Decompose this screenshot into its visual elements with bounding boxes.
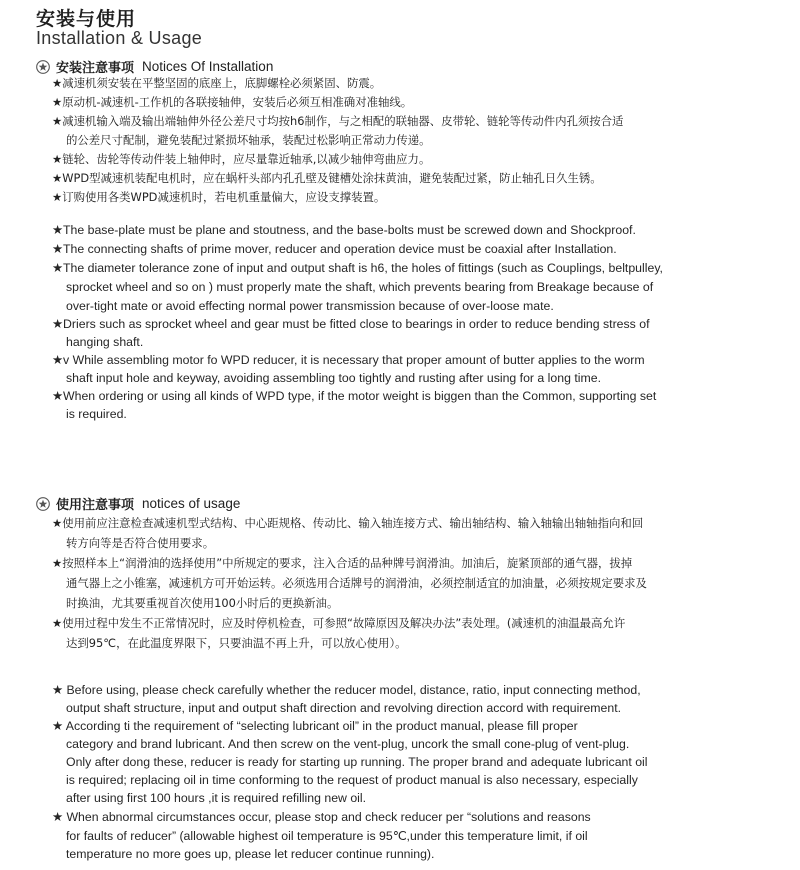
text-line: for faults of reducer” (allowable highest oil temperature is 95℃,under this temperature limit, if oil — [66, 829, 588, 843]
flower-bullet-icon — [36, 60, 50, 74]
text-line: shaft input hole and keyway, avoiding assembling too tightly and rusting after using for a long time. — [66, 371, 601, 385]
text-line: ★Driers such as sprocket wheel and gear must be fitted close to bearings in order to reduce bending stress of — [52, 317, 650, 331]
text-line: ★使用前应注意检查减速机型式结构、中心距规格、传动比、输入轴连接方式、输出轴结构、输入轴输出轴轴指向和回 — [52, 516, 644, 530]
text-line: over-tight mate or avoid effecting normal power transmission because of over-loose mate. — [66, 299, 554, 313]
text-line: output shaft structure, input and output shaft direction and revolving direction accord with requirement. — [66, 701, 622, 715]
installation-heading-cn: 安装注意事项 — [56, 61, 135, 76]
text-line: ★WPD型减速机装配电机时，应在蜗杆头部内孔孔壁及键槽处涂抹黄油，避免装配过紧，防止轴孔日久生锈。 — [52, 171, 602, 185]
text-line: category and brand lubricant. And then screw on the vent-plug, uncork the small cone-plug of vent-plug. — [66, 737, 630, 751]
text-line: hanging shaft. — [66, 335, 144, 349]
text-line: 达到95℃，在此温度界限下，只要油温不再上升，可以放心使用）。 — [66, 636, 407, 650]
text-line: ★减速机输入端及输出端轴伸外径公差尺寸均按h6制作，与之相配的联轴器、皮带轮、链轮等传动件内孔须按合适 — [52, 114, 624, 128]
text-line: ★ When abnormal circumstances occur, please stop and check reducer per “solutions and reasons — [52, 810, 591, 824]
usage-heading-cn: 使用注意事项 — [56, 498, 135, 513]
usage-heading-en: notices of usage — [142, 496, 241, 511]
text-line: ★When ordering or using all kinds of WPD type, if the motor weight is biggen than the Common, supporting set — [52, 389, 657, 403]
text-line: ★减速机须安装在平整坚固的底座上，底脚螺栓必须紧固、防震。 — [52, 76, 382, 90]
page-title-en: Installation & Usage — [36, 28, 203, 48]
text-line: ★使用过程中发生不正常情况时，应及时停机检查，可参照“故障原因及解决办法”表处理。(减速机的油温最高允许 — [52, 616, 626, 630]
text-line: 的公差尺寸配制，避免装配过紧损坏轴承，装配过松影响正常动力传递。 — [66, 133, 431, 147]
text-line: ★v While assembling motor fo WPD reducer, it is necessary that proper amount of butter applies to the worm — [52, 353, 645, 367]
text-line: ★链轮、齿轮等传动件装上轴伸时，应尽量靠近轴承,以减少轴伸弯曲应力。 — [52, 152, 431, 166]
text-line: sprocket wheel and so on ) must properly mate the shaft, which prevents bearing from Breakage because of — [66, 280, 654, 294]
installation-heading-en: Notices Of Installation — [142, 59, 274, 74]
text-line: ★ According ti the requirement of “selecting lubricant oil” in the product manual, please fill proper — [52, 719, 578, 733]
text-line: ★The diameter tolerance zone of input and output shaft is h6, the holes of fittings (such as Couplings, beltpulley, — [52, 261, 663, 275]
text-line: is required; replacing oil in time conforming to the request of product manual is also necessary, especially — [66, 773, 638, 787]
flower-bullet-icon — [36, 497, 50, 511]
usage-heading — [36, 494, 240, 513]
text-line: ★原动机-减速机-工作机的各联接轴伸，安装后必须互相准确对准轴线。 — [52, 95, 413, 109]
text-line: 转方向等是否符合使用要求。 — [66, 536, 215, 550]
text-line: ★按照样本上“润滑油的选择使用”中所规定的要求，注入合适的品种牌号润滑油。加油后，旋紧顶部的通气器，拔掉 — [52, 556, 633, 570]
text-line: ★订购使用各类WPD减速机时，若电机重量偏大，应设支撑装置。 — [52, 190, 386, 204]
text-line: Only after dong these, reducer is ready for starting up running. The proper brand and adequate lubricant oil — [66, 755, 648, 769]
text-line: after using first 100 hours ,it is required refilling new oil. — [66, 791, 367, 805]
text-line: is required. — [66, 407, 127, 421]
text-line: 时换油，尤其要重视首次使用100小时后的更换新油。 — [66, 596, 339, 610]
page-title-cn: 安装与使用 — [36, 8, 137, 30]
text-line: temperature no more goes up, please let reducer continue running). — [66, 847, 435, 861]
text-line: 通气器上之小锥塞，减速机方可开始运转。必须选用合适牌号的润滑油，必须控制适宜的加油量，必须按规定要求及 — [66, 576, 647, 590]
text-line: ★ Before using, please check carefully whether the reducer model, distance, ratio, input connecting method, — [52, 683, 641, 697]
text-line: ★The base-plate must be plane and stoutness, and the base-bolts must be screwed down and Shockproof. — [52, 223, 636, 237]
text-line: ★The connecting shafts of prime mover, reducer and operation device must be coaxial after Installation. — [52, 242, 617, 256]
